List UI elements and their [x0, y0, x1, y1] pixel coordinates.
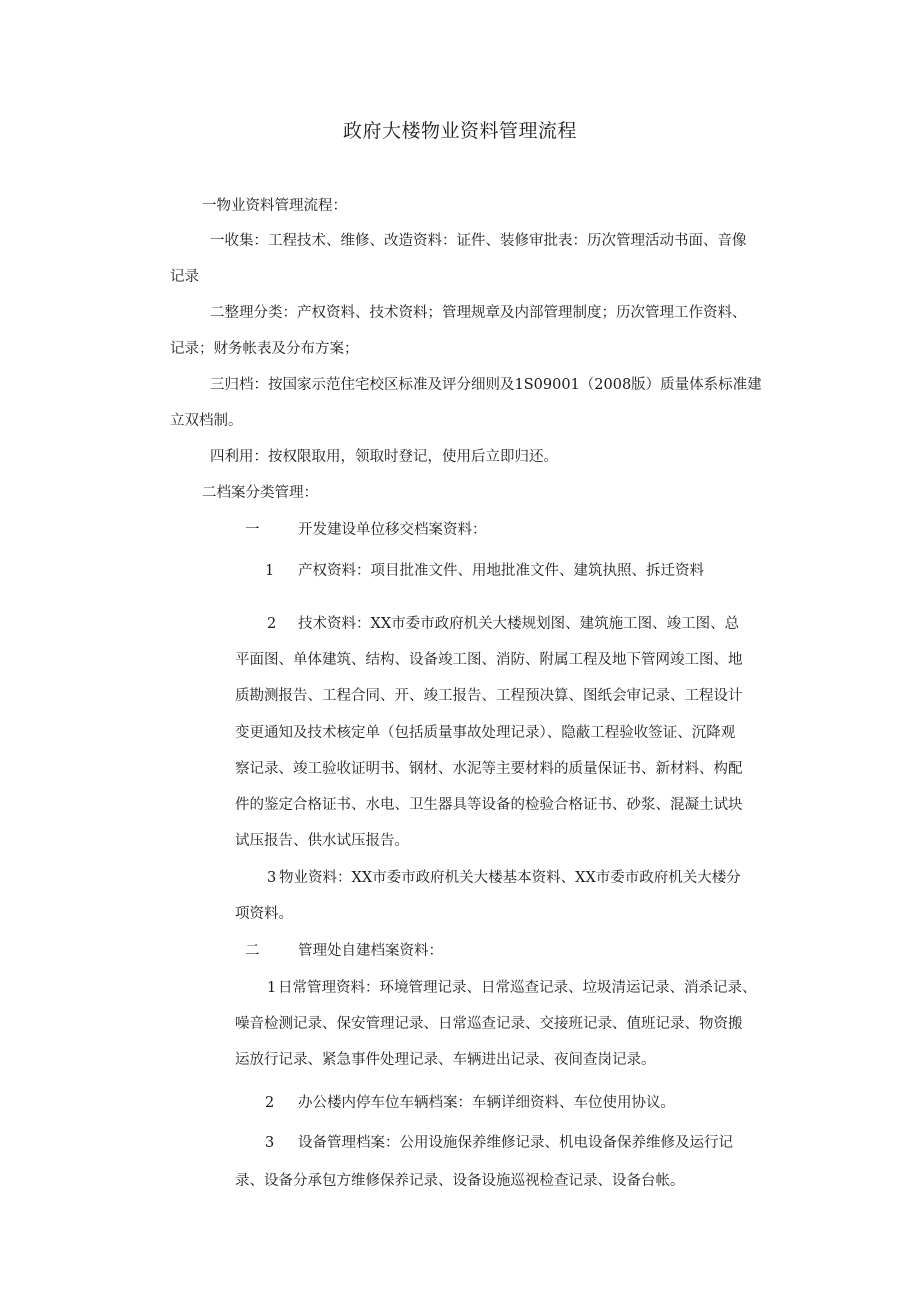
- section1-heading: 一物业资料管理流程：: [202, 198, 347, 214]
- sub2-number: 二: [245, 943, 260, 959]
- sub2-item2-number: 2: [265, 1095, 275, 1111]
- sub2-item1-line3: 运放行记录、紧急事件处理记录、车辆进出记录、夜间查岗记录。: [235, 1052, 656, 1068]
- section1-item2-line2: 记录；财务帐表及分布方案；: [170, 341, 359, 357]
- sub1-item2-line7: 试压报告、供水试压报告。: [235, 833, 409, 849]
- sub2-item1-line1: 日常管理资料：环境管理记录、日常巡查记录、垃圾清运记录、消杀记录、: [278, 980, 757, 996]
- sub1-item3-line2: 项资料。: [235, 906, 293, 922]
- section1-item1-line2: 记录: [170, 269, 199, 285]
- sub1-label: 开发建设单位移交档案资料：: [298, 522, 487, 538]
- sub1-item3-number: 3: [267, 870, 277, 886]
- sub1-item2-line4: 变更通知及技术核定单（包括质量事故处理记录）、隐蔽工程验收签证、沉降观: [235, 725, 736, 741]
- sub2-item1-number: 1: [267, 980, 277, 996]
- sub1-item3-line1: 物业资料：XX市委市政府机关大楼基本资料、XX市委市政府机关大楼分: [279, 870, 741, 886]
- sub2-item3-number: 3: [265, 1135, 275, 1151]
- sub1-item1-number: 1: [265, 563, 275, 579]
- document-title: 政府大楼物业资料管理流程: [342, 120, 577, 142]
- sub2-item3-line1: 设备管理档案：公用设施保养维修记录、机电设备保养维修及运行记: [298, 1135, 733, 1151]
- sub2-label: 管理处自建档案资料：: [298, 943, 443, 959]
- section1-item1-line1: 一收集：工程技术、维修、改造资料：证件、装修审批表：历次管理活动书面、音像: [210, 233, 747, 249]
- section1-item3-line2: 立双档制。: [170, 413, 243, 429]
- section2-heading: 二档案分类管理：: [202, 485, 318, 501]
- section1-item3-line1: 三归档：按国家示范住宅校区标准及评分细则及1S09001（2008版）质量体系标准建: [210, 377, 762, 393]
- section1-item4-line1: 四利用：按权限取用，领取时登记，使用后立即归还。: [210, 449, 558, 465]
- sub1-number: 一: [245, 522, 260, 538]
- sub1-item2-line6: 件的鉴定合格证书、水电、卫生器具等设备的检验合格证书、砂浆、混凝土试块: [235, 797, 743, 813]
- sub1-item2-line2: 平面图、单体建筑、结构、设备竣工图、消防、附属工程及地下管网竣工图、地: [235, 652, 743, 668]
- sub1-item2-number: 2: [267, 616, 277, 632]
- sub2-item3-line2: 录、设备分承包方维修保养记录、设备设施巡视检查记录、设备台帐。: [235, 1173, 685, 1189]
- sub2-item2-text: 办公楼内停车位车辆档案：车辆详细资料、车位使用协议。: [298, 1095, 675, 1111]
- sub1-item2-line1: 技术资料：XX市委市政府机关大楼规划图、建筑施工图、竣工图、总: [298, 616, 740, 632]
- section1-item2-line1: 二整理分类：产权资料、技术资料；管理规章及内部管理制度；历次管理工作资料、: [210, 305, 747, 321]
- sub2-item1-line2: 噪音检测记录、保安管理记录、日常巡查记录、交接班记录、值班记录、物资搬: [235, 1016, 743, 1032]
- sub1-item1-text: 产权资料：项目批准文件、用地批准文件、建筑执照、拆迁资料: [298, 563, 704, 579]
- sub1-item2-line5: 察记录、竣工验收证明书、钢材、水泥等主要材料的质量保证书、新材料、构配: [235, 761, 743, 777]
- sub1-item2-line3: 质勘测报告、工程合同、开、竣工报告、工程预决算、图纸会审记录、工程设计: [235, 688, 743, 704]
